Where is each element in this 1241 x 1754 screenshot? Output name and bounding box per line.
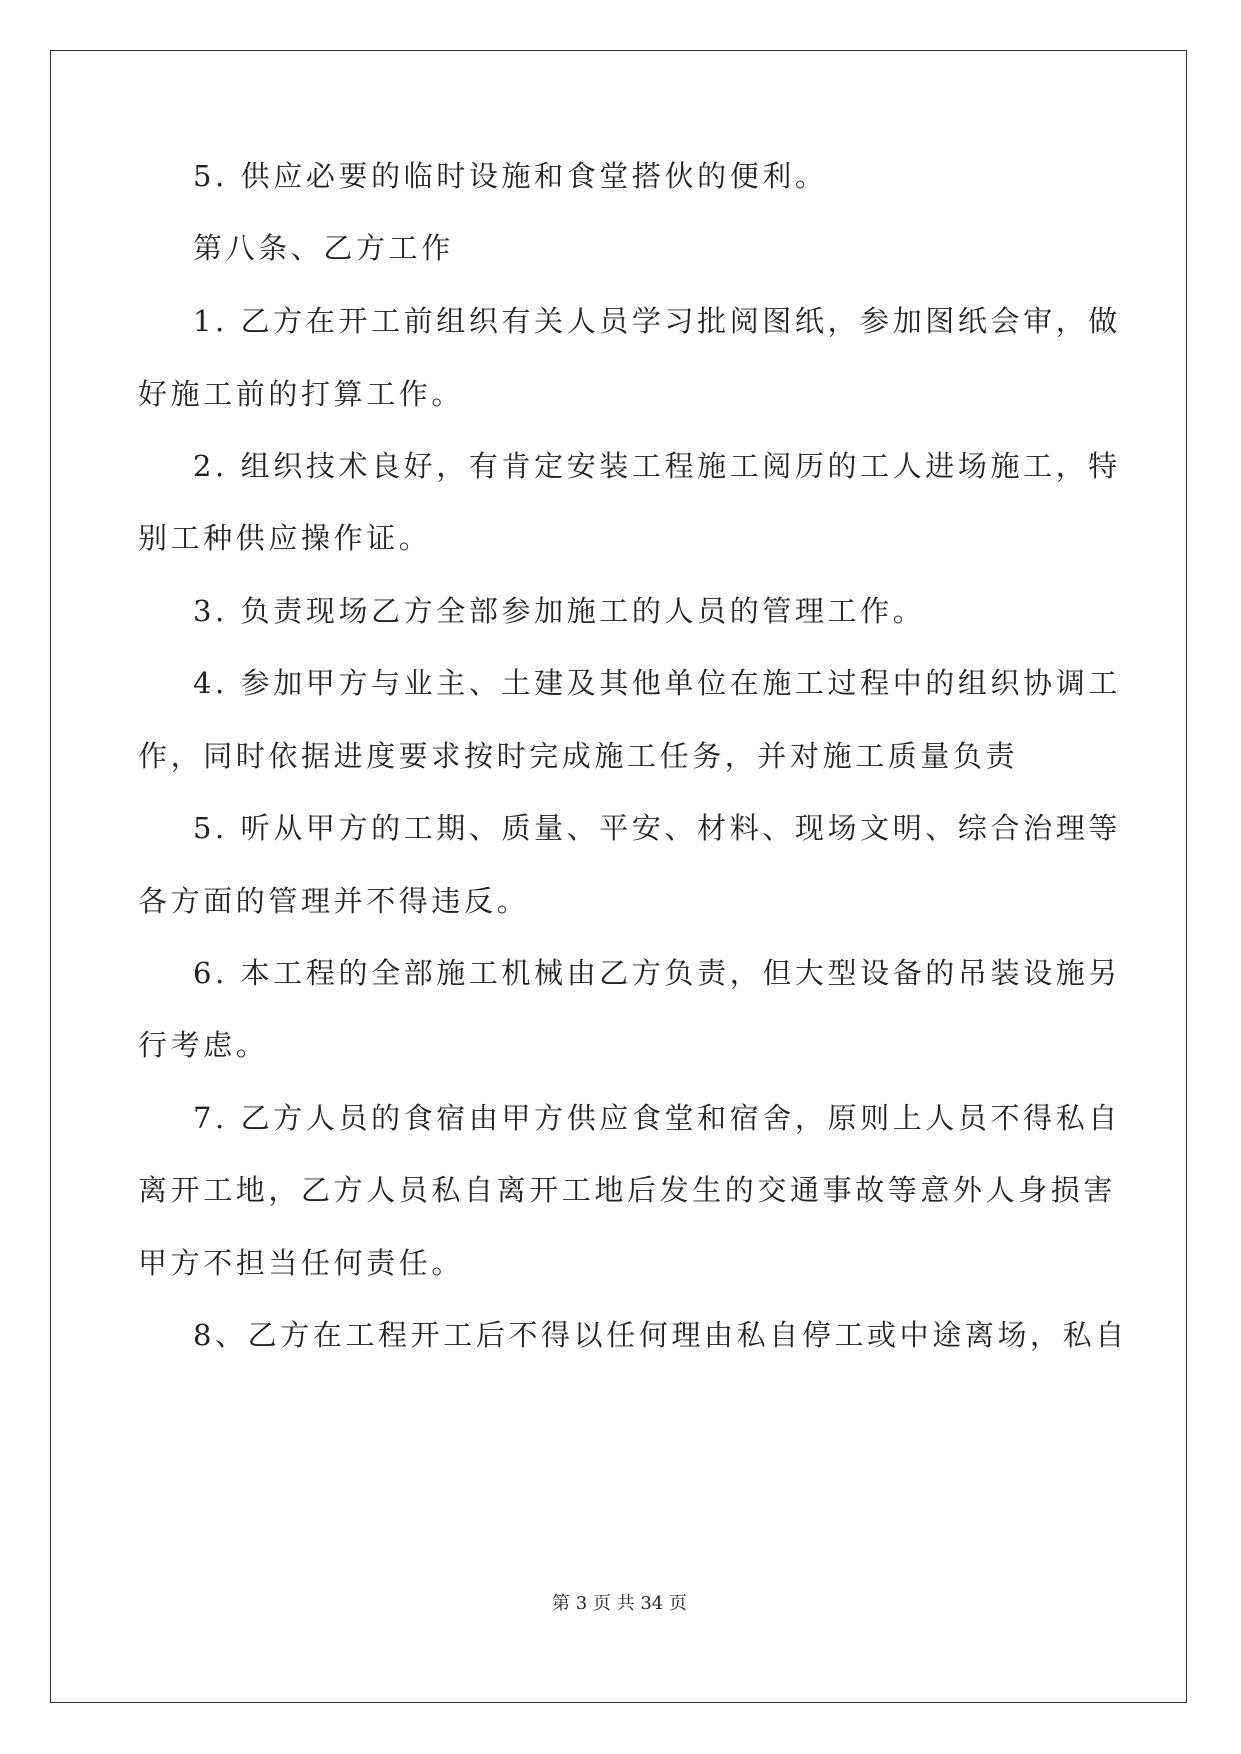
text-line: 离开工地，乙方人员私自离开工地后发生的交通事故等意外人身损害	[138, 1173, 1117, 1207]
text-line: 3. 负责现场乙方全部参加施工的人员的管理工作。	[193, 594, 926, 628]
text-line: 4. 参加甲方与业主、土建及其他单位在施工过程中的组织协调工	[193, 666, 1121, 700]
text-line: 1. 乙方在开工前组织有关人员学习批阅图纸，参加图纸会审，做	[193, 304, 1121, 338]
text-line: 5. 供应必要的临时设施和食堂搭伙的便利。	[193, 159, 828, 193]
text-line: 5. 听从甲方的工期、质量、平安、材料、现场文明、综合治理等	[193, 811, 1121, 845]
text-line: 好施工前的打算工作。	[138, 377, 465, 411]
text-line: 作，同时依据进度要求按时完成施工任务，并对施工质量负责	[138, 739, 1019, 773]
text-line: 甲方不担当任何责任。	[138, 1246, 465, 1280]
text-line: 各方面的管理并不得违反。	[138, 884, 530, 918]
page-frame	[50, 50, 1187, 1703]
text-line: 2. 组织技术良好，有肯定安装工程施工阅历的工人进场施工，特	[193, 449, 1121, 483]
text-line: 别工种供应操作证。	[138, 521, 432, 555]
text-line: 6. 本工程的全部施工机械由乙方负责，但大型设备的吊装设施另	[193, 956, 1121, 990]
text-line: 7. 乙方人员的食宿由甲方供应食堂和宿舍，原则上人员不得私自	[193, 1101, 1121, 1135]
section-heading: 第八条、乙方工作	[193, 231, 454, 265]
text-line: 8、乙方在工程开工后不得以任何理由私自停工或中途离场，私自	[193, 1318, 1128, 1352]
text-line: 行考虑。	[138, 1028, 269, 1062]
page-number-footer: 第 3 页 共 34 页	[552, 1593, 687, 1614]
